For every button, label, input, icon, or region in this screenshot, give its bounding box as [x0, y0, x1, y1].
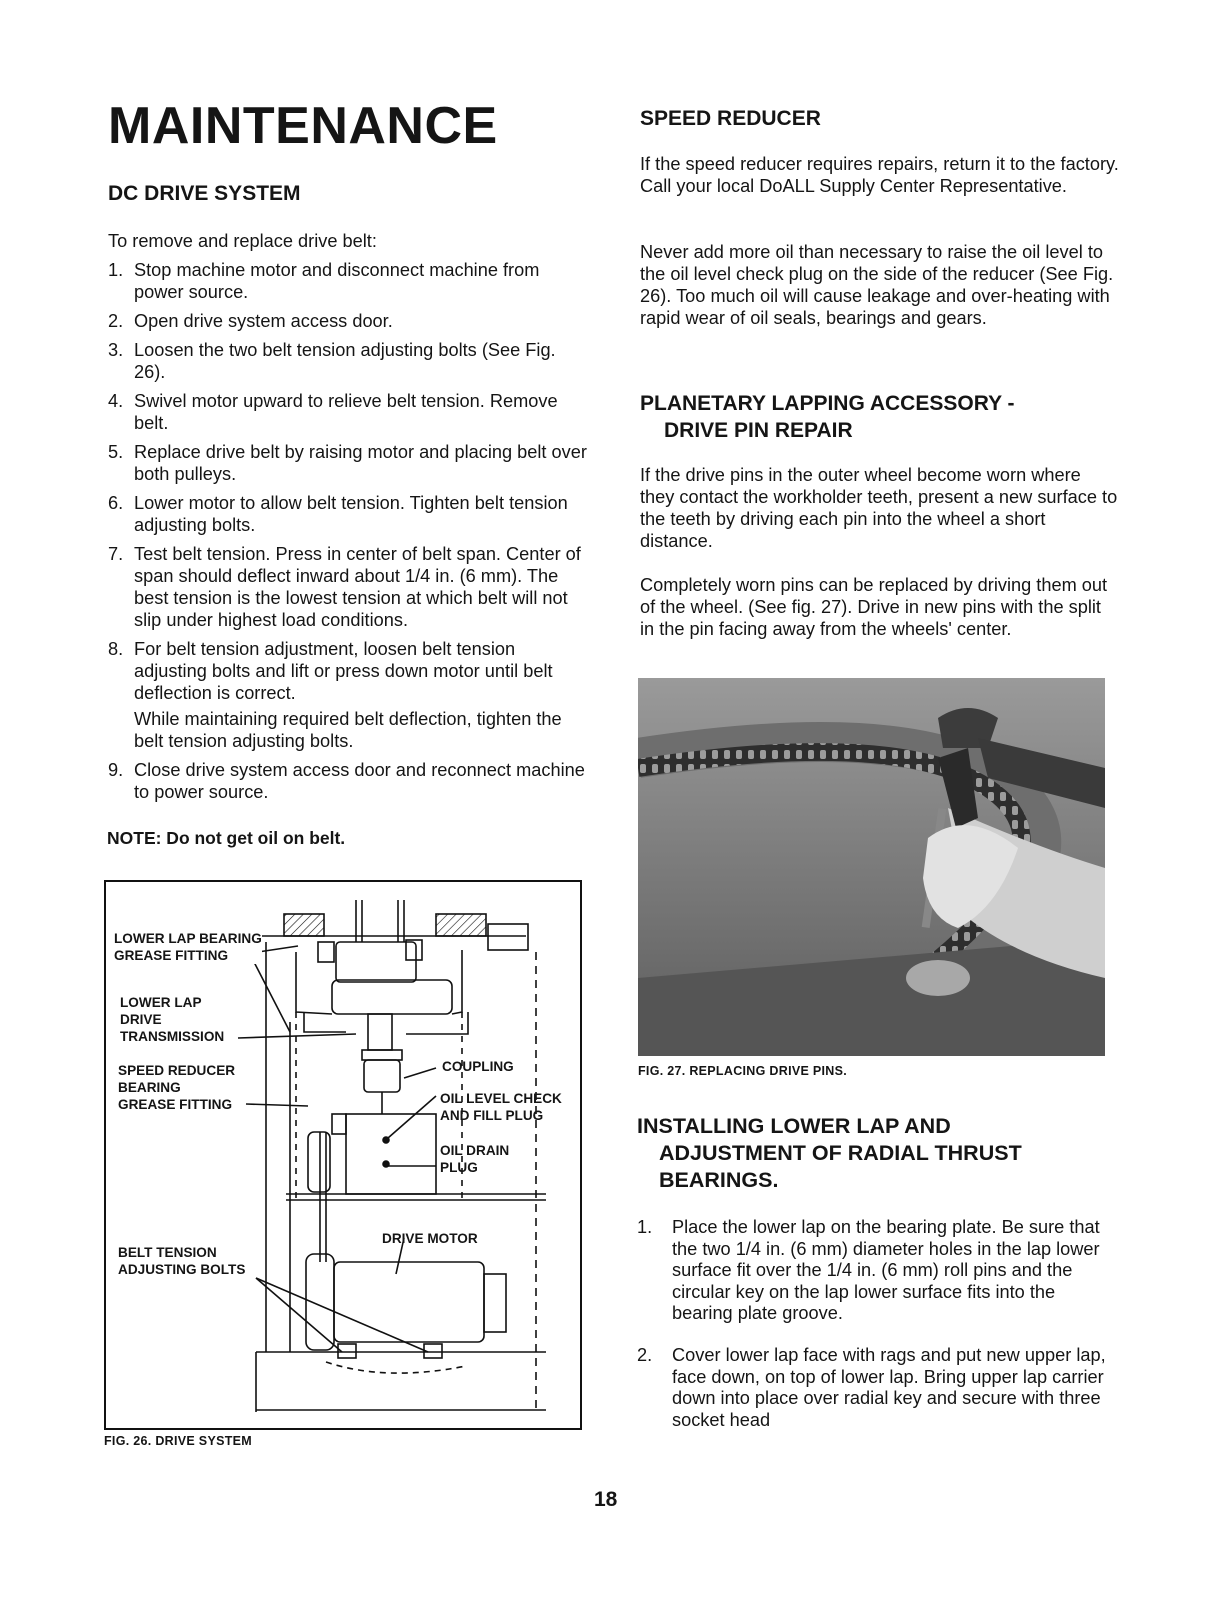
label-oil-drain: OIL DRAIN PLUG: [440, 1143, 510, 1175]
list-item: 6. Lower motor to allow belt tension. Tighten belt tension adjusting bolts.: [108, 493, 568, 535]
fig27-caption: FIG. 27. REPLACING DRIVE PINS.: [638, 1064, 848, 1078]
label-lower-lap-drive: LOWER LAP DRIVE TRANSMISSION: [120, 995, 225, 1044]
installing-steps-list: [637, 1217, 1115, 1451]
label-lower-lap-bearing: LOWER LAP BEARING GREASE FITTING: [114, 931, 262, 963]
list-item: 1. Stop machine motor and disconnect machine from power source.: [108, 260, 540, 302]
page-title: MAINTENANCE: [108, 97, 498, 155]
label-belt-tension: BELT TENSION ADJUSTING BOLTS: [118, 1245, 246, 1277]
label-speed-reducer: SPEED REDUCER BEARING GREASE FITTING: [118, 1063, 236, 1112]
belt-steps-list: [108, 259, 588, 810]
section-title-planetary: PLANETARY LAPPING ACCESSORY - DRIVE PIN REPAIR: [640, 392, 1015, 442]
speed-reducer-p2: Never add more oil than necessary to raise the oil level to the oil level check plug on the side of the reducer (See Fig. 26). Too much oil will cause leakage and over-heating with rapid wear of oil seals, bearings and gears.: [640, 242, 1114, 328]
note-oil-belt: NOTE: Do not get oil on belt.: [107, 828, 346, 848]
list-item: 1. Place the lower lap on the bearing plate. Be sure that the two 1/4 in. (6 mm) diameter holes in the lap lower surface fit over the 1/4 in. (6 mm) roll pins and the circular key on the lap lower surface fits into the bearing plate groove.: [637, 1217, 1100, 1324]
list-item: 7. Test belt tension. Press in center of belt span. Center of span should deflect inward about 1/4 in. (6 mm). The best tension is the lowest tension at which belt will not slip under highest load conditions.: [108, 544, 581, 630]
planetary-p1: If the drive pins in the outer wheel become worn where they contact the workholder teeth, present a new surface to the teeth by driving each pin into the wheel a short distance.: [640, 465, 1118, 551]
label-coupling: COUPLING: [442, 1059, 514, 1074]
list-item: 4. Swivel motor upward to relieve belt tension. Remove belt.: [108, 391, 558, 433]
fig26-caption: FIG. 26. DRIVE SYSTEM: [104, 1434, 252, 1448]
intro-text: To remove and replace drive belt:: [108, 231, 377, 251]
section-title-installing: INSTALLING LOWER LAP AND ADJUSTMENT OF RADIAL THRUST BEARINGS.: [637, 1114, 1022, 1192]
list-item: 2. Open drive system access door.: [108, 311, 393, 331]
section-title-speed-reducer: SPEED REDUCER: [640, 107, 821, 130]
drive-pins-photo: [638, 678, 1105, 1056]
label-oil-level: OIL LEVEL CHECK AND FILL PLUG: [440, 1091, 562, 1123]
list-item: 2. Cover lower lap face with rags and put new upper lap, face down, on top of lower lap. Bring upper lap carrier down into place over radial key and secure with three socket head: [637, 1344, 1106, 1430]
page-number: 18: [594, 1488, 618, 1511]
drive-system-diagram: [104, 880, 582, 1430]
replacing-drive-pins-image: [638, 678, 1105, 1056]
speed-reducer-p1: If the speed reducer requires repairs, return it to the factory. Call your local DoALL Supply Center Representative.: [640, 154, 1119, 196]
list-item: 5. Replace drive belt by raising motor and placing belt over both pulleys.: [108, 442, 587, 484]
section-title-dc-drive: DC DRIVE SYSTEM: [108, 182, 301, 205]
list-item: 8. For belt tension adjustment, loosen belt tension adjusting bolts and lift or press down motor until belt deflection is correct. While maintaining required belt deflection, tighten the belt tension adjusting bolts.: [108, 639, 562, 751]
list-item: 3. Loosen the two belt tension adjusting bolts (See Fig. 26).: [108, 340, 556, 382]
list-item: 9. Close drive system access door and reconnect machine to power source.: [108, 760, 585, 802]
planetary-p2: Completely worn pins can be replaced by driving them out of the wheel. (See fig. 27). Drive in new pins with the split in the pin facing away from the wheels' center.: [640, 575, 1108, 639]
label-drive-motor: DRIVE MOTOR: [382, 1231, 478, 1246]
